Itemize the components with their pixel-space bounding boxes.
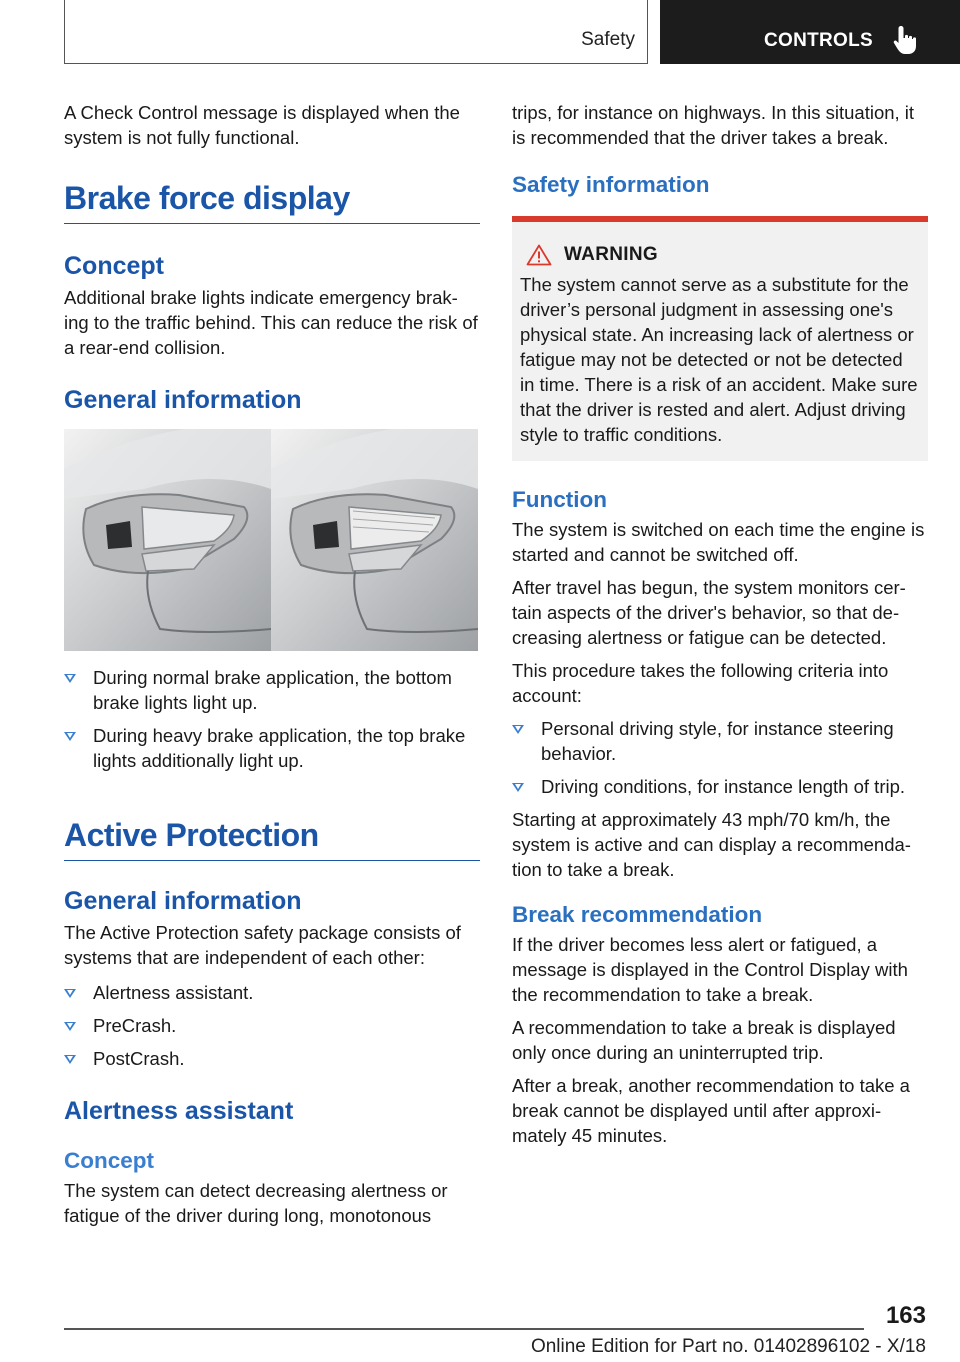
- function-heading: Function: [512, 487, 607, 512]
- warning-triangle-icon: [526, 244, 552, 266]
- footer-edition-text: Online Edition for Part no. 01402896102 - X/18: [530, 1336, 926, 1357]
- brake-force-title: Brake force display: [64, 180, 480, 224]
- triangle-bullet-icon: [64, 674, 76, 683]
- header-section-tab: [64, 0, 648, 64]
- warning-title: [526, 244, 920, 266]
- alertness-concept-text: The system can detect decreasing alertness or fatigue of the driver during long, monotonous: [64, 1180, 448, 1226]
- continued-text: trips, for instance on highways. In this situation, it is recommended that the driver takes a break.: [512, 102, 915, 148]
- break-text-1: If the driver becomes less alert or fatigued, a message is displayed in the Control Display with the recommendation to take a break.: [512, 934, 908, 1005]
- list-item: During normal brake application, the bottom brake lights light up.: [64, 665, 480, 715]
- warning-box: [512, 216, 928, 461]
- right-column: [512, 100, 928, 1156]
- list-item: PreCrash.: [64, 1013, 480, 1038]
- brake-lights-figure: [64, 429, 478, 651]
- triangle-bullet-icon: [64, 1055, 76, 1064]
- list-item: Personal driving style, for instance steering behavior.: [512, 716, 928, 766]
- list-item: Alertness assistant.: [64, 980, 480, 1005]
- list-item: During heavy brake application, the top brake lights additionally light up.: [64, 723, 480, 773]
- ap-general-heading: General information: [64, 887, 302, 915]
- triangle-bullet-icon: [64, 989, 76, 998]
- left-column: [64, 100, 480, 1236]
- triangle-bullet-icon: [64, 1022, 76, 1031]
- triangle-bullet-icon: [512, 783, 524, 792]
- brake-concept-text: Additional brake lights indicate emergency brak-ing to the traffic behind. This can reduce the risk of a rear-end collision.: [64, 287, 478, 358]
- brake-general-heading: General information: [64, 386, 302, 414]
- break-text-3: After a break, another recommendation to take a break cannot be displayed until after approxi-mately 45 minutes.: [512, 1075, 910, 1146]
- active-protection-title: Active Protection: [64, 817, 480, 861]
- alertness-concept-heading: Concept: [64, 1148, 154, 1173]
- break-text-2: A recommendation to take a break is displayed only once during an uninterrupted trip.: [512, 1017, 896, 1063]
- break-recommendation-heading: Break recommendation: [512, 902, 763, 927]
- header-section-label: Safety: [581, 29, 635, 50]
- hand-pointer-icon: [892, 24, 922, 56]
- brake-bullet-list: [64, 665, 480, 773]
- ap-general-text: The Active Protection safety package consists of systems that are independent of each other:: [64, 922, 461, 968]
- triangle-bullet-icon: [512, 725, 524, 734]
- warning-text: The system cannot serve as a substitute for the driver’s personal judgment in assessing one's physical state. An increasing lack of alertness or fatigue may not be detected or not be detected in time. There is a risk of an accident. Make sure that the driver is rested and alert. Adjust driving style to traffic conditions.: [520, 274, 918, 445]
- function-text-4: Starting at approximately 43 mph/70 km/h, the system is active and can display a recommenda-tion to take a break.: [512, 809, 911, 880]
- warning-label: WARNING: [564, 244, 658, 265]
- triangle-bullet-icon: [64, 732, 76, 741]
- function-text-2: After travel has begun, the system monitors cer-tain aspects of the driver's behavior, so that de-creasing alertness or fatigue can be detected.: [512, 577, 906, 648]
- brake-lights-heavy-image: [271, 429, 478, 651]
- ap-bullet-list: [64, 980, 480, 1071]
- function-text-1: The system is switched on each time the engine is started and cannot be switched off.: [512, 519, 925, 565]
- list-item: Driving conditions, for instance length of trip.: [512, 774, 928, 799]
- brake-lights-normal-image: [64, 429, 271, 651]
- function-text-3: This procedure takes the following criteria into account:: [512, 660, 889, 706]
- list-item: PostCrash.: [64, 1046, 480, 1071]
- brake-concept-heading: Concept: [64, 252, 164, 280]
- function-bullet-list: [512, 716, 928, 799]
- page-number: 163: [885, 1302, 926, 1329]
- alertness-heading: Alertness assistant: [64, 1097, 294, 1125]
- intro-text: A Check Control message is displayed when the system is not fully functional.: [64, 102, 460, 148]
- header-chapter-label: CONTROLS: [764, 30, 874, 51]
- footer-divider: [64, 1328, 864, 1330]
- safety-info-heading: Safety information: [512, 172, 710, 197]
